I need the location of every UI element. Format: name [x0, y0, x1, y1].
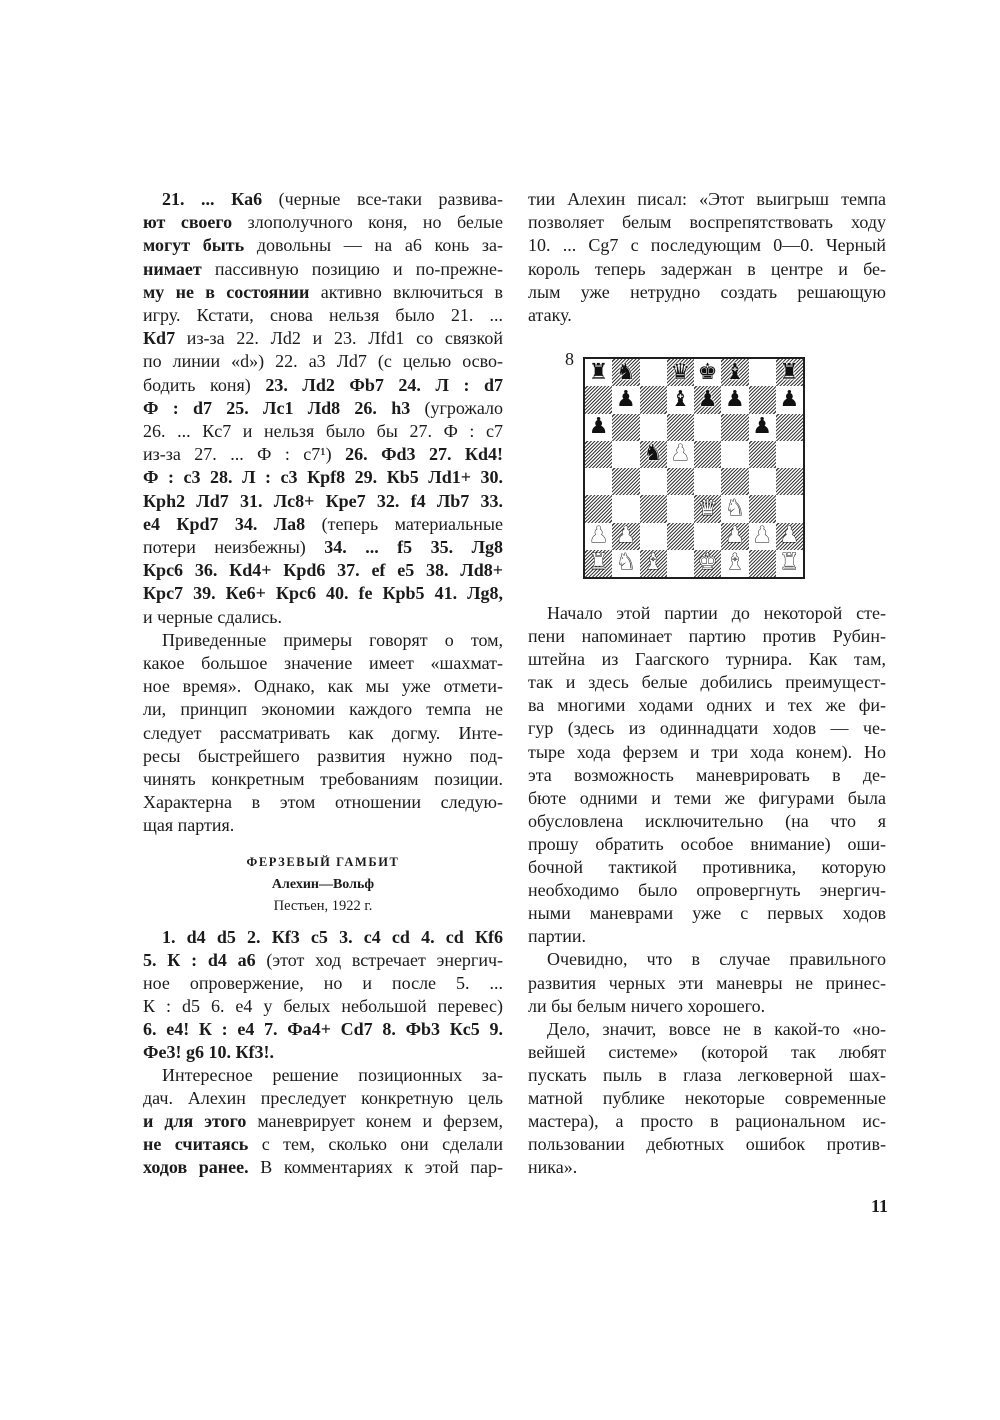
body-text: маневрирует конем и ферзем, — [246, 1111, 504, 1131]
body-text: ли бы белым ничего хорошего. — [528, 995, 766, 1016]
black-pawn-icon: ♟ — [588, 414, 609, 440]
body-text: ными маневрами уже с первых ходов — [528, 903, 886, 924]
board-square-d8 — [667, 359, 694, 386]
body-text: и черные сдались. — [143, 606, 282, 627]
body-text: пени напоминает партию против Рубин- — [528, 626, 886, 647]
text-line — [143, 606, 503, 629]
text-line — [143, 1041, 503, 1064]
board-square-d4 — [667, 468, 694, 495]
board-square-h1 — [776, 550, 803, 577]
text-line — [143, 350, 503, 373]
board-square-e4 — [694, 468, 721, 495]
black-rook-icon: ♜ — [779, 359, 800, 385]
text-line — [528, 281, 886, 304]
game-players: Алехин—Вольф — [271, 877, 375, 892]
board-square-c8 — [640, 359, 667, 386]
white-pawn-icon: ♟ — [752, 523, 772, 549]
board-square-h6 — [776, 414, 803, 441]
body-text: штейна из Гаагского турнира. Как там, — [528, 649, 886, 670]
bold-move-text: Фe3! g6 10. Кf3!. — [143, 1042, 274, 1062]
white-rook-icon: ♜ — [779, 550, 800, 576]
diagram-rank-label: 8 — [565, 349, 574, 369]
body-text: следует рассматривать как догму. Инте- — [143, 722, 503, 743]
body-text: довольны — на a6 конь за- — [244, 235, 504, 256]
body-text: развития черных эти маневры не принес- — [528, 972, 886, 993]
paragraph — [528, 948, 886, 1017]
text-line — [528, 234, 886, 257]
body-text: дач. Алехин преследует конкретную цель — [143, 1088, 503, 1108]
board-square-d3 — [667, 495, 694, 522]
body-text: Очевидно, что в случае правильного — [547, 949, 886, 970]
body-text: из-за 27. ... Ф : c7¹) — [143, 444, 346, 465]
board-square-d5 — [667, 441, 694, 468]
text-line — [528, 671, 886, 694]
board-square-h5 — [776, 441, 803, 468]
body-text: ва многими ходами одних и тех же фи- — [528, 695, 886, 716]
board-square-b8 — [612, 359, 639, 386]
text-line — [143, 768, 503, 791]
paragraph — [143, 188, 503, 629]
black-pawn-icon: ♟ — [697, 386, 718, 412]
bold-move-text: Кd7 — [143, 328, 176, 349]
text-line — [143, 949, 503, 972]
board-square-b3 — [612, 495, 639, 522]
bold-move-text: 21. ... Кa6 — [162, 189, 263, 209]
text-line — [143, 698, 503, 721]
body-text: чинять конкретным требованиям позиции. — [143, 769, 503, 790]
board-square-g7 — [749, 386, 776, 413]
white-knight-icon: ♞ — [616, 550, 636, 576]
black-pawn-icon: ♟ — [616, 386, 636, 412]
text-line — [528, 1110, 886, 1133]
board-square-a4 — [585, 468, 612, 495]
board-square-a7 — [585, 386, 612, 413]
body-text: из-за 22. Лd2 и 23. Лfd1 со связкой — [175, 328, 503, 349]
text-line — [143, 258, 503, 281]
text-line — [528, 211, 886, 234]
body-text: обусловлена исключительно (на что я — [528, 810, 886, 831]
board-square-g4 — [749, 468, 776, 495]
text-line — [143, 374, 503, 397]
board-square-c6 — [640, 414, 667, 441]
board-square-c5 — [640, 441, 667, 468]
body-text: бодить коня) — [143, 374, 266, 395]
board-square-f8 — [721, 359, 748, 386]
body-text: ли, принцип экономии каждого темпа не — [143, 699, 503, 720]
text-line — [143, 1064, 503, 1087]
board-square-d2 — [667, 523, 694, 550]
body-text: так и здесь белые добились преимущест- — [528, 672, 886, 693]
board-square-a2 — [585, 523, 612, 550]
text-line — [143, 234, 503, 257]
board-square-e5 — [694, 441, 721, 468]
bold-move-text: e4 Крd7 34. Лa8 — [143, 513, 306, 534]
black-king-icon: ♚ — [697, 359, 718, 385]
board-square-e1 — [694, 550, 721, 577]
body-text: ное опровержение, но и после 5. ... — [143, 973, 503, 993]
board-square-e7 — [694, 386, 721, 413]
text-line — [528, 258, 886, 281]
body-text: В комментариях к этой пар- — [248, 1157, 503, 1177]
board-square-f4 — [721, 468, 748, 495]
opening-title: ФЕРЗЕВЫЙ ГАМБИТ — [246, 855, 400, 869]
board-square-e3 — [694, 495, 721, 522]
board-square-g6 — [749, 414, 776, 441]
white-king-icon: ♚ — [697, 550, 718, 576]
text-line — [143, 397, 503, 420]
text-line — [528, 1041, 886, 1064]
board-square-c2 — [640, 523, 667, 550]
bold-move-text: Крh2 Лd7 31. Лc8+ Крe7 32. f4 Лb7 33. — [143, 490, 503, 511]
chess-board — [583, 357, 805, 579]
board-square-d7 — [667, 386, 694, 413]
text-line — [528, 648, 886, 671]
bold-move-text: Ф : c3 28. Л : c3 Крf8 29. Кb5 Лd1+ 30. — [143, 467, 503, 488]
black-rook-icon: ♜ — [588, 359, 609, 385]
text-line — [143, 327, 503, 350]
text-line — [143, 652, 503, 675]
bold-move-text: 5. К : d4 a6 — [143, 950, 256, 970]
text-line — [528, 879, 886, 902]
black-bishop-icon: ♝ — [725, 359, 745, 385]
board-square-h3 — [776, 495, 803, 522]
text-line — [143, 1156, 503, 1179]
board-square-a8 — [585, 359, 612, 386]
body-text: партии. — [528, 926, 587, 947]
right-column-top-text — [528, 188, 886, 327]
board-square-b5 — [612, 441, 639, 468]
text-line — [528, 972, 886, 995]
text-line — [143, 420, 503, 443]
paragraph — [143, 629, 503, 838]
left-column-bottom-text — [143, 926, 503, 1179]
text-line — [528, 304, 886, 327]
body-text: гур (здесь из одиннадцати ходов — че- — [528, 718, 886, 739]
body-text: игру. Кстати, снова нельзя было 21. ... — [143, 305, 503, 326]
white-bishop-icon: ♝ — [725, 550, 745, 576]
black-pawn-icon: ♟ — [752, 414, 772, 440]
board-square-h8 — [776, 359, 803, 386]
board-square-f7 — [721, 386, 748, 413]
text-line — [143, 926, 503, 949]
white-rook-icon: ♜ — [588, 550, 609, 576]
body-text: 26. ... Кc7 и нельзя было бы 27. Ф : c7 — [143, 421, 503, 442]
text-line — [528, 902, 886, 925]
body-text: 10. ... Сg7 с последующим 0—0. Черный — [528, 235, 886, 256]
body-text: мастера), а просто в рациональном ис- — [528, 1111, 886, 1132]
body-text: вейшей системе» (которой так любят — [528, 1041, 886, 1062]
body-text: Приведенные примеры говорят о том, — [162, 629, 503, 650]
body-text: по линии «d») 22. a3 Лd7 (с целью осво- — [143, 351, 503, 372]
bold-move-text: ходов ранее. — [143, 1157, 249, 1177]
text-line — [143, 281, 503, 304]
paragraph — [143, 1064, 503, 1179]
bold-move-text: 23. Лd2 Фb7 24. Л : d7 — [265, 374, 503, 395]
body-text: Дело, значит, вовсе не в какой-то «но- — [547, 1018, 886, 1039]
board-square-d6 — [667, 414, 694, 441]
text-line — [143, 490, 503, 513]
body-text: Характерна в этом отношении следую- — [143, 792, 503, 813]
board-square-c4 — [640, 468, 667, 495]
text-line — [528, 1156, 886, 1179]
white-pawn-icon: ♟ — [779, 523, 800, 549]
text-line — [143, 211, 503, 234]
body-text: злополучного коня, но белые — [232, 212, 503, 233]
board-square-b4 — [612, 468, 639, 495]
board-square-f3 — [721, 495, 748, 522]
board-square-h2 — [776, 523, 803, 550]
body-text: эта возможность маневрировать в де- — [528, 764, 886, 785]
board-square-e2 — [694, 523, 721, 550]
paragraph — [528, 1018, 886, 1180]
body-text: ника». — [528, 1157, 578, 1178]
body-text: активно включиться в — [309, 281, 503, 302]
body-text: необходимо было опровергнуть энергич- — [528, 880, 886, 901]
text-line — [528, 810, 886, 833]
bold-move-text: Крc6 36. Кd4+ Крd6 37. ef e5 38. Лd8+ — [143, 560, 503, 581]
board-square-c7 — [640, 386, 667, 413]
text-line — [143, 995, 503, 1018]
text-line — [143, 629, 503, 652]
body-text: пассивную позицию и по-прежне- — [201, 258, 503, 279]
body-text: потери неизбежны) — [143, 537, 325, 558]
board-square-b7 — [612, 386, 639, 413]
body-text: пускать пыль в глаза легковерной шах- — [528, 1064, 886, 1085]
text-line — [143, 536, 503, 559]
bold-move-text: Крc7 39. Кe6+ Крc6 40. fe Крb5 41. Лg8, — [143, 583, 503, 604]
board-square-a6 — [585, 414, 612, 441]
text-line — [143, 675, 503, 698]
black-pawn-icon: ♟ — [779, 386, 800, 412]
text-line — [528, 694, 886, 717]
text-line — [528, 625, 886, 648]
board-square-g3 — [749, 495, 776, 522]
bold-move-text: и для этого — [143, 1111, 247, 1131]
body-text: матной публике некоторые современные — [528, 1087, 886, 1108]
bold-move-text: нимает — [143, 258, 202, 279]
body-text: король теперь задержан в центре и бе- — [528, 258, 886, 279]
text-line — [528, 602, 886, 625]
board-square-h4 — [776, 468, 803, 495]
bold-move-text: 1. d4 d5 2. Кf3 c5 3. c4 cd 4. cd Кf6 — [162, 927, 503, 947]
text-line — [528, 1133, 886, 1156]
body-text: Начало этой партии до некоторой сте- — [547, 603, 886, 623]
body-text: с тем, сколько они сделали — [248, 1134, 503, 1154]
text-line — [143, 188, 503, 211]
board-square-g1 — [749, 550, 776, 577]
text-line — [528, 764, 886, 787]
paragraph — [528, 602, 886, 948]
board-square-a3 — [585, 495, 612, 522]
black-knight-icon: ♞ — [616, 359, 636, 385]
text-line — [528, 856, 886, 879]
board-square-b6 — [612, 414, 639, 441]
black-pawn-icon: ♟ — [725, 386, 745, 412]
body-text: тии Алехин писал: «Этот выигрыш темпа — [528, 189, 886, 209]
text-line — [528, 741, 886, 764]
white-bishop-icon: ♝ — [643, 550, 663, 576]
board-square-f6 — [721, 414, 748, 441]
body-text: бюте одними и теми же фигурами была — [528, 787, 886, 808]
left-column-top-text — [143, 188, 503, 838]
board-square-f5 — [721, 441, 748, 468]
text-line — [528, 1087, 886, 1110]
body-text: какое большое значение имеет «шахмат- — [143, 653, 503, 674]
text-line — [528, 1064, 886, 1087]
body-text: прошу обратить особое внимание) оши- — [528, 833, 886, 854]
bold-move-text: 6. e4! К : e4 7. Фa4+ Сd7 8. Фb3 Кc5 9. — [143, 1019, 503, 1039]
body-text: (теперь материальные — [305, 513, 504, 534]
body-text: пользовании дебютных ошибок против- — [528, 1134, 886, 1155]
text-line — [143, 1133, 503, 1156]
text-line — [143, 513, 503, 536]
text-line — [143, 1087, 503, 1110]
text-line — [528, 1018, 886, 1041]
text-line — [528, 787, 886, 810]
page-number: 11 — [871, 1196, 889, 1216]
bold-move-text: ют своего — [143, 212, 233, 233]
text-line — [143, 722, 503, 745]
black-knight-icon: ♞ — [643, 441, 663, 467]
board-square-f2 — [721, 523, 748, 550]
black-queen-icon: ♛ — [670, 359, 691, 385]
white-pawn-icon: ♟ — [670, 441, 691, 467]
text-line — [143, 559, 503, 582]
text-line — [143, 972, 503, 995]
bold-move-text: 26. Фd3 27. Кd4! — [345, 444, 503, 465]
body-text: (этот ход встречает энергич- — [255, 950, 503, 970]
text-line — [528, 995, 886, 1018]
text-line — [143, 582, 503, 605]
board-square-c3 — [640, 495, 667, 522]
body-text: бочной тактикой противника, которую — [528, 857, 886, 878]
body-text: позволяет белым воспрепятствовать ходу — [528, 212, 886, 233]
bold-move-text: му не в состоянии — [143, 281, 310, 302]
white-pawn-icon: ♟ — [588, 523, 609, 549]
white-knight-icon: ♞ — [725, 495, 745, 521]
paragraph — [143, 926, 503, 1064]
body-text: К : d5 6. e4 у белых небольшой перевес) — [143, 996, 503, 1016]
body-text: лым уже нетрудно создать решающую — [528, 281, 886, 302]
board-square-e6 — [694, 414, 721, 441]
text-line — [143, 466, 503, 489]
bold-move-text: могут быть — [143, 235, 245, 256]
board-square-g5 — [749, 441, 776, 468]
right-column-bottom-text — [528, 602, 886, 1179]
body-text: (черные все-таки развива- — [262, 189, 503, 209]
bold-move-text: Ф : d7 25. Лc1 Лd8 26. h3 — [143, 397, 411, 418]
text-line — [143, 1110, 503, 1133]
body-text: (угрожало — [410, 397, 503, 418]
text-line — [528, 717, 886, 740]
text-line — [143, 745, 503, 768]
text-line — [143, 1018, 503, 1041]
paragraph — [528, 188, 886, 327]
board-square-f1 — [721, 550, 748, 577]
body-text: атаку. — [528, 305, 572, 326]
text-line — [528, 948, 886, 971]
black-bishop-icon: ♝ — [670, 386, 691, 412]
board-square-b2 — [612, 523, 639, 550]
board-square-g2 — [749, 523, 776, 550]
game-place-date: Пестьен, 1922 г. — [273, 898, 373, 914]
text-line — [143, 443, 503, 466]
board-square-g8 — [749, 359, 776, 386]
text-line — [528, 833, 886, 856]
bold-move-text: не считаясь — [143, 1134, 249, 1154]
white-pawn-icon: ♟ — [616, 523, 636, 549]
text-line — [143, 791, 503, 814]
bold-move-text: 34. ... f5 35. Лg8 — [324, 537, 503, 558]
board-square-h7 — [776, 386, 803, 413]
board-square-a1 — [585, 550, 612, 577]
body-text: ное время». Однако, как мы уже отмети- — [143, 676, 503, 697]
board-square-e8 — [694, 359, 721, 386]
white-pawn-icon: ♟ — [725, 523, 745, 549]
body-text: щая партия. — [143, 815, 235, 836]
body-text: Интересное решение позиционных за- — [162, 1065, 503, 1085]
body-text: тыре хода ферзем и три хода конем). Но — [528, 741, 886, 762]
text-line — [143, 814, 503, 837]
text-line — [143, 304, 503, 327]
body-text: ресы быстрейшего развития нужно под- — [143, 745, 503, 766]
text-line — [528, 925, 886, 948]
board-square-d1 — [667, 550, 694, 577]
board-square-a5 — [585, 441, 612, 468]
white-queen-icon: ♛ — [697, 495, 718, 521]
board-square-b1 — [612, 550, 639, 577]
text-line — [528, 188, 886, 211]
board-square-c1 — [640, 550, 667, 577]
